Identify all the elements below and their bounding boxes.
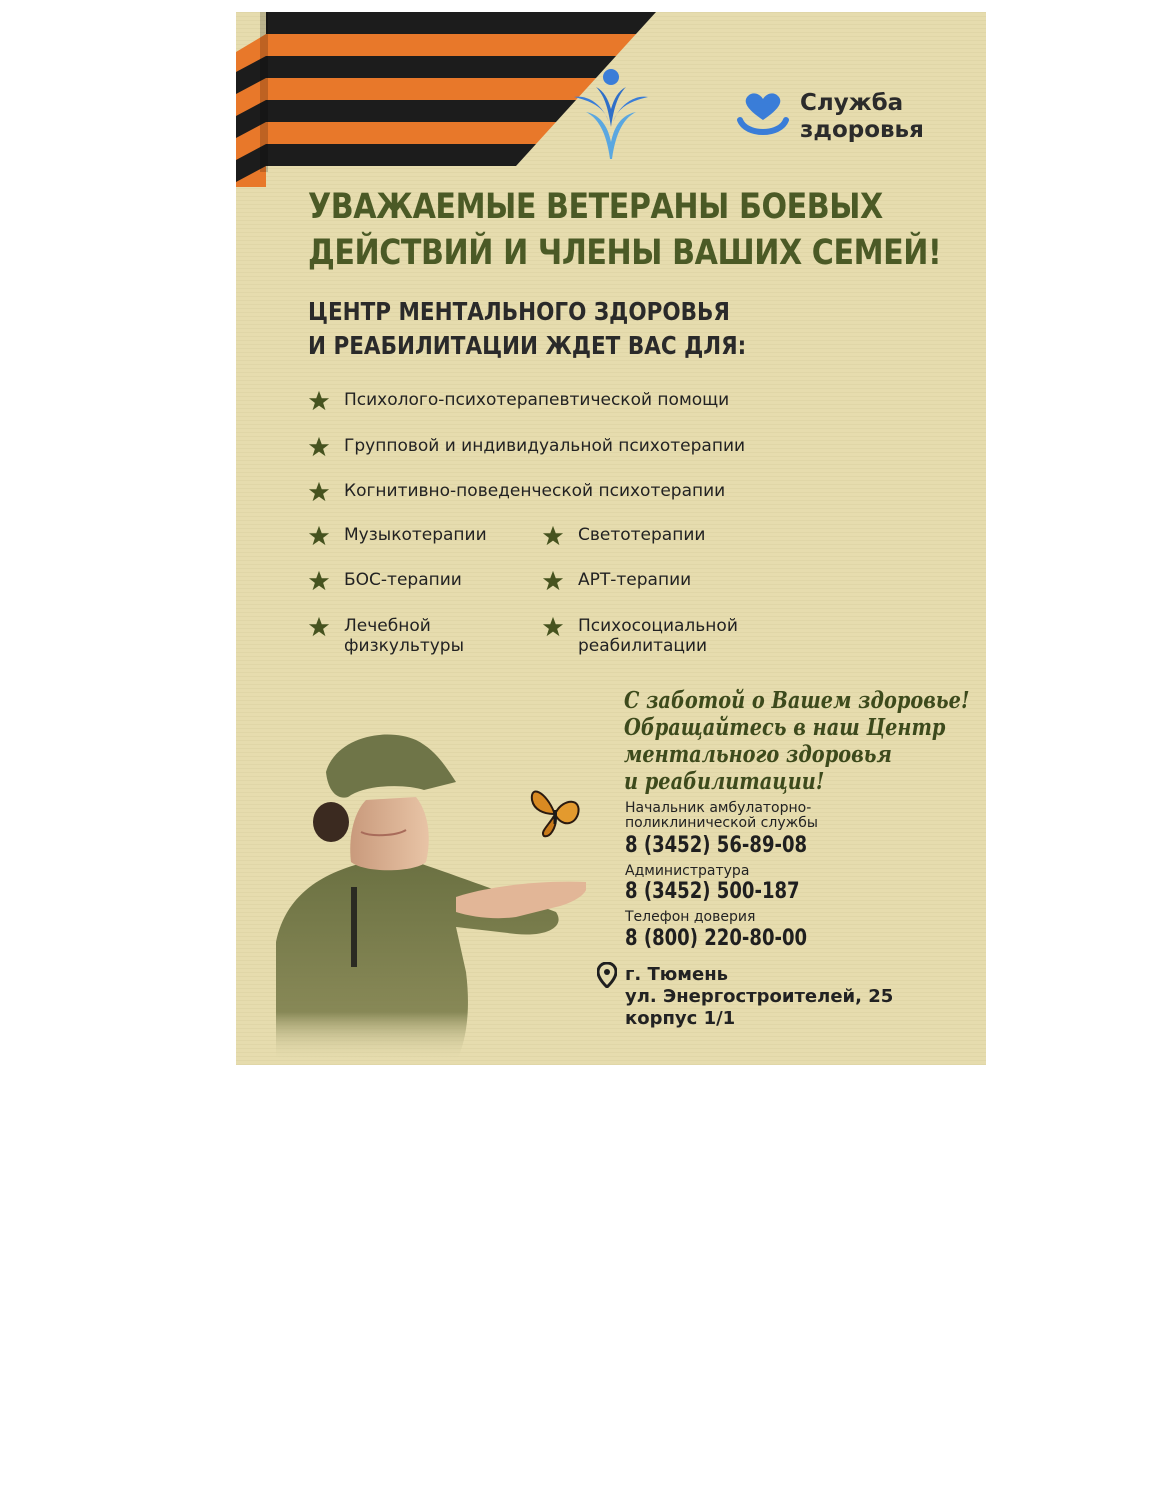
center-emblem-icon [566, 67, 656, 162]
care-message: С заботой о Вашем здоровье! Обращайтесь в наш Центр ментального здоровья и реабилитации! [624, 687, 970, 795]
star-icon [308, 481, 330, 503]
butterfly-icon [526, 780, 584, 840]
location-pin-icon [597, 962, 617, 988]
address: г. Тюмень ул. Энергостроителей, 25 корпус 1/1 [625, 964, 894, 1029]
subheadline [308, 295, 824, 363]
brand-logo [734, 90, 974, 160]
star-icon [542, 525, 564, 547]
headline-line2: ДЕЙСТВИЙ И ЧЛЕНЫ ВАШИХ СЕМЕЙ! [308, 233, 942, 273]
headline [308, 184, 942, 276]
contact-label: Администратура [625, 863, 750, 879]
poster: Служба здоровья УВАЖАЕМЫЕ ВЕТЕРАНЫ БОЕВЫХ ДЕЙСТВИЙ И ЧЛЕНЫ ВАШИХ СЕМЕЙ! ЦЕНТР МЕНТАЛЬНОГО ЗДОРОВЬЯ И РЕАБИЛИТАЦИИ ЖДЕТ ВАС ДЛЯ: Психолого-психотерапевтической помощи Групповой и индивидуальной психотерапии Когнитивно-поведенческой психотерапии Музыкотерапии Светотерапии БОС-терапии АРТ-терапии Лечебной физкультуры Психосоциальной реабилитации С заботой о Вашем здоровье! Обращайтесь в наш Центр ментального здоровья и реабилитации! Начальник амбулаторно- поликлинической службы 8 (3452) 56-89-08 Администратура 8 (3452) 500-187 Телефон доверия 8 (800) 220-80-00 г. Тюмень ул. Энергостроителей, 25 корпус 1/1 [236, 12, 986, 1065]
star-icon [308, 570, 330, 592]
contact-phone: 8 (800) 220-80-00 [625, 926, 808, 951]
headline-line1: УВАЖАЕМЫЕ ВЕТЕРАНЫ БОЕВЫХ [308, 187, 883, 227]
brand-name-line2: здоровья [800, 117, 924, 143]
star-icon [542, 570, 564, 592]
soldier-photo [256, 712, 586, 1062]
star-icon [308, 525, 330, 547]
star-icon [308, 390, 330, 412]
star-icon [308, 436, 330, 458]
subheadline-line2: И РЕАБИЛИТАЦИИ ЖДЕТ ВАС ДЛЯ: [308, 331, 747, 360]
contact-phone: 8 (3452) 56-89-08 [625, 833, 808, 858]
heart-smile-icon [734, 90, 792, 148]
star-icon [308, 616, 330, 638]
brand-name-line1: Служба [800, 90, 904, 116]
subheadline-line1: ЦЕНТР МЕНТАЛЬНОГО ЗДОРОВЬЯ [308, 297, 730, 326]
contact-label: Телефон доверия [625, 909, 756, 925]
star-icon [542, 616, 564, 638]
contact-phone: 8 (3452) 500-187 [625, 879, 800, 904]
contact-label: Начальник амбулаторно- поликлинической службы [625, 800, 818, 831]
